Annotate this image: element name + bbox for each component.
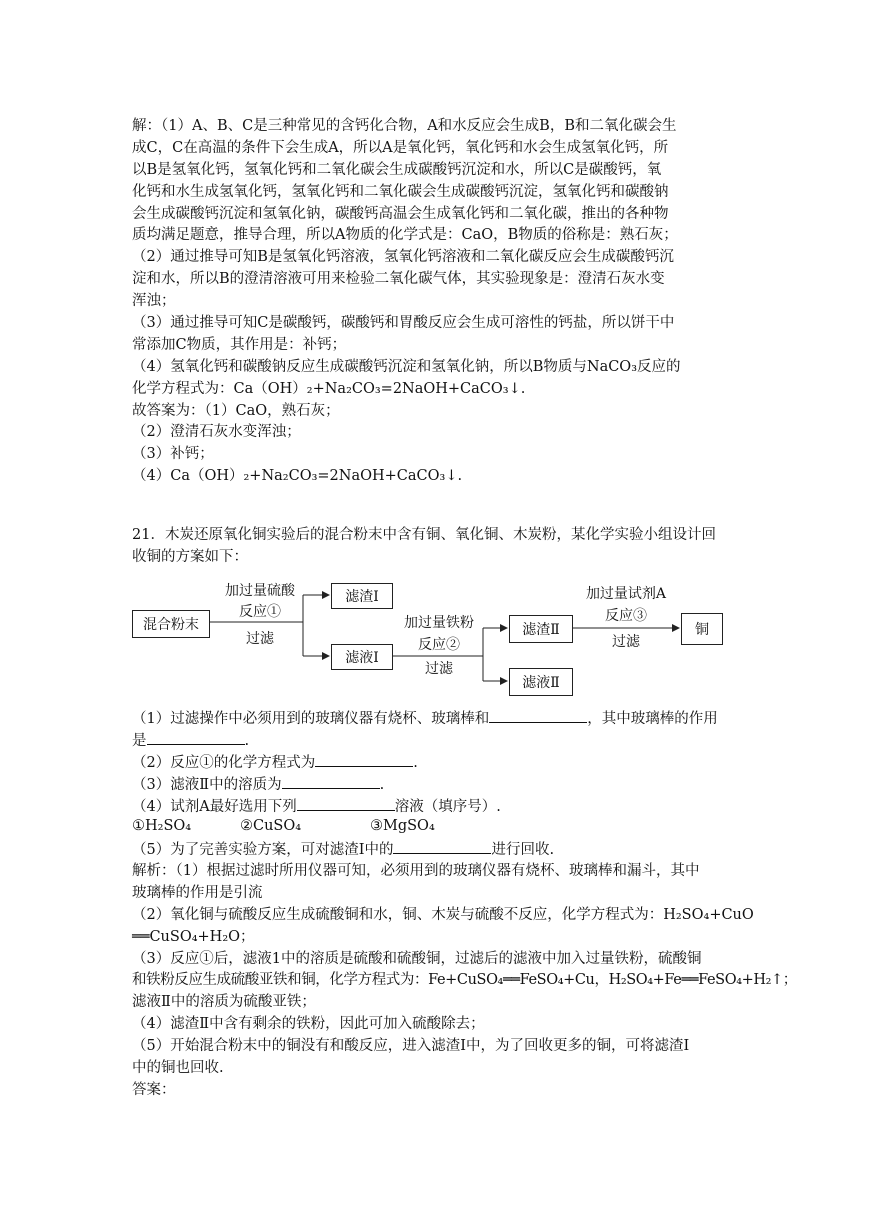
recovery-flowchart (128, 578, 728, 698)
step1-label-top: 加过量硫酸 (225, 583, 295, 599)
q5-text-a: （5）为了完善实验方案，可对滤渣Ⅰ中的 (132, 842, 394, 859)
option-2: ②CuSO₄ (240, 818, 302, 835)
step2-label-mid: 反应② (418, 637, 460, 653)
step3-label-top: 加过量试剂A (585, 586, 667, 602)
analysis-line: 玻璃棒的作用是引流 (132, 884, 263, 901)
analysis-line: ══CuSO₄+H₂O； (132, 928, 255, 945)
answer-heading: 答案： (132, 1081, 176, 1098)
solution-line: 化钙和水生成氢氧化钙，氢氧化钙和二氧化碳会生成碳酸钙沉淀，氢氧化钙和碳酸钠 (132, 183, 669, 200)
box-filtrate-2: 滤液Ⅱ (509, 668, 573, 696)
box-residue-1: 滤渣Ⅰ (331, 583, 393, 609)
answer-line: （4）Ca（OH）₂+Na₂CO₃=2NaOH+CaCO₃↓. (132, 468, 463, 485)
subquestion-5 (132, 838, 752, 860)
analysis-line: （2）氧化铜与硫酸反应生成硫酸铜和水，铜、木炭与硫酸不反应，化学方程式为：H₂SO₄+CuO (132, 906, 754, 923)
box-filtrate-1: 滤液Ⅰ (331, 644, 393, 670)
solution-line: 会生成碳酸钙沉淀和氢氧化钠，碳酸钙高温会生成氧化钙和二氧化碳，推出的各种物 (132, 205, 669, 222)
box-copper: 铜 (681, 613, 723, 645)
analysis-line: 滤液Ⅱ中的溶质为硫酸亚铁； (132, 994, 316, 1011)
q5-text-b: 进行回收. (491, 842, 555, 859)
analysis-line: （4）滤渣Ⅱ中含有剩余的铁粉，因此可加入硫酸除去； (132, 1016, 485, 1033)
q2-text-a: （2）反应①的化学方程式为 (132, 754, 316, 771)
question-line: 21．木炭还原氧化铜实验后的混合粉末中含有铜、氧化铜、木炭粉，某化学实验小组设计回 (132, 527, 716, 543)
q1-text-b: ，其中玻璃棒的作用 (587, 711, 718, 727)
solution-line: 以B是氢氧化钙，氢氧化钙和二氧化碳会生成碳酸钙沉淀和水，所以C是碳酸钙，氧 (132, 161, 662, 178)
box-mixture: 混合粉末 (132, 610, 210, 638)
analysis-line: （5）开始混合粉末中的铜没有和酸反应，进入滤渣Ⅰ中，为了回收更多的铜，可将滤渣Ⅰ (132, 1038, 690, 1055)
subquestion-1-cont (132, 729, 752, 751)
answer-blank-1[interactable] (489, 707, 587, 723)
subquestion-4 (132, 795, 752, 817)
solution-line: 淀和水，所以B的澄清溶液可用来检验二氧化碳气体，其实验现象是：澄清石灰水变 (132, 271, 665, 288)
solution-line: 浑浊； (132, 293, 176, 310)
answer-blank-3[interactable] (315, 751, 413, 767)
solution-line: 化学方程式为：Ca（OH）₂+Na₂CO₃=2NaOH+CaCO₃↓. (132, 380, 526, 397)
answer-line: （2）澄清石灰水变浑浊； (132, 424, 301, 441)
step2-label-bottom: 过滤 (425, 661, 453, 677)
option-1: ①H₂SO₄ (132, 818, 192, 835)
solution-line: （4）氢氧化钙和碳酸钠反应生成碳酸钙沉淀和氢氧化钠，所以B物质与NaCO₃反应的 (132, 358, 681, 375)
solution-line: 成C，C在高温的条件下会生成A，所以A是氧化钙，氧化钙和水会生成氢氧化钙，所 (132, 139, 669, 156)
step2-label-top: 加过量铁粉 (404, 615, 474, 631)
answer-blank-6[interactable] (393, 838, 491, 854)
solution-line: 质均满足题意，推导合理，所以A物质的化学式是：CaO，B物质的俗称是：熟石灰； (132, 227, 678, 244)
question-21-parts (132, 707, 752, 860)
option-3: ③MgSO₄ (370, 818, 435, 835)
solution-20 (132, 116, 752, 488)
answer-line: （3）补钙； (132, 446, 214, 463)
q3-text-b: . (379, 776, 385, 793)
q4-text-a: （4）试剂A最好选用下列 (132, 798, 297, 815)
subquestion-3 (132, 773, 752, 795)
q2-text-b: . (413, 754, 418, 771)
solution-line: 常添加C物质，其作用是：补钙； (132, 336, 347, 353)
answer-blank-4[interactable] (282, 773, 380, 789)
analysis-line: 中的铜也回收. (132, 1060, 224, 1077)
step3-label-bottom: 过滤 (612, 634, 640, 650)
q4-text-b: 溶液（填序号）. (394, 798, 501, 815)
options-row (132, 816, 752, 838)
question-line: 收铜的方案如下： (132, 548, 248, 565)
q3-text-a: （3）滤液Ⅱ中的溶质为 (132, 776, 282, 793)
analysis-21 (132, 861, 797, 1102)
box-residue-2: 滤渣Ⅱ (509, 615, 573, 643)
step3-label-mid: 反应③ (605, 608, 647, 624)
step1-label-bottom: 过滤 (246, 631, 274, 647)
analysis-line: 和铁粉反应生成硫酸亚铁和铜，化学方程式为：Fe+CuSO₄══FeSO₄+Cu，H₂SO₄+Fe══FeSO₄+H₂↑； (132, 972, 797, 989)
solution-line: （2）通过推导可知B是氢氧化钙溶液，氢氧化钙溶液和二氧化碳反应会生成碳酸钙沉 (132, 249, 674, 266)
answer-blank-2[interactable] (147, 729, 245, 745)
subquestion-1 (132, 707, 752, 729)
q1-text-c: 是 (132, 732, 147, 749)
step1-label-mid: 反应① (239, 604, 281, 620)
answer-blank-5[interactable] (297, 795, 395, 811)
subquestion-2 (132, 751, 752, 773)
q1-text-d: . (244, 732, 250, 749)
q1-text-a: （1）过滤操作中必须用到的玻璃仪器有烧杯、玻璃棒和 (132, 711, 490, 727)
answer-line: 故答案为：（1）CaO，熟石灰； (132, 402, 340, 419)
solution-line: 解：（1）A、B、C是三种常见的含钙化合物，A和水反应会生成B，B和二氧化碳会生 (132, 118, 677, 134)
solution-line: （3）通过推导可知C是碳酸钙，碳酸钙和胃酸反应会生成可溶性的钙盐，所以饼干中 (132, 315, 675, 332)
analysis-line: 解析：（1）根据过滤时所用仪器可知，必须用到的玻璃仪器有烧杯、玻璃棒和漏斗，其中 (132, 863, 700, 879)
analysis-line: （3）反应①后，滤液1中的溶质是硫酸和硫酸铜，过滤后的滤液中加入过量铁粉，硫酸铜 (132, 950, 702, 967)
question-21-stem (132, 525, 752, 569)
